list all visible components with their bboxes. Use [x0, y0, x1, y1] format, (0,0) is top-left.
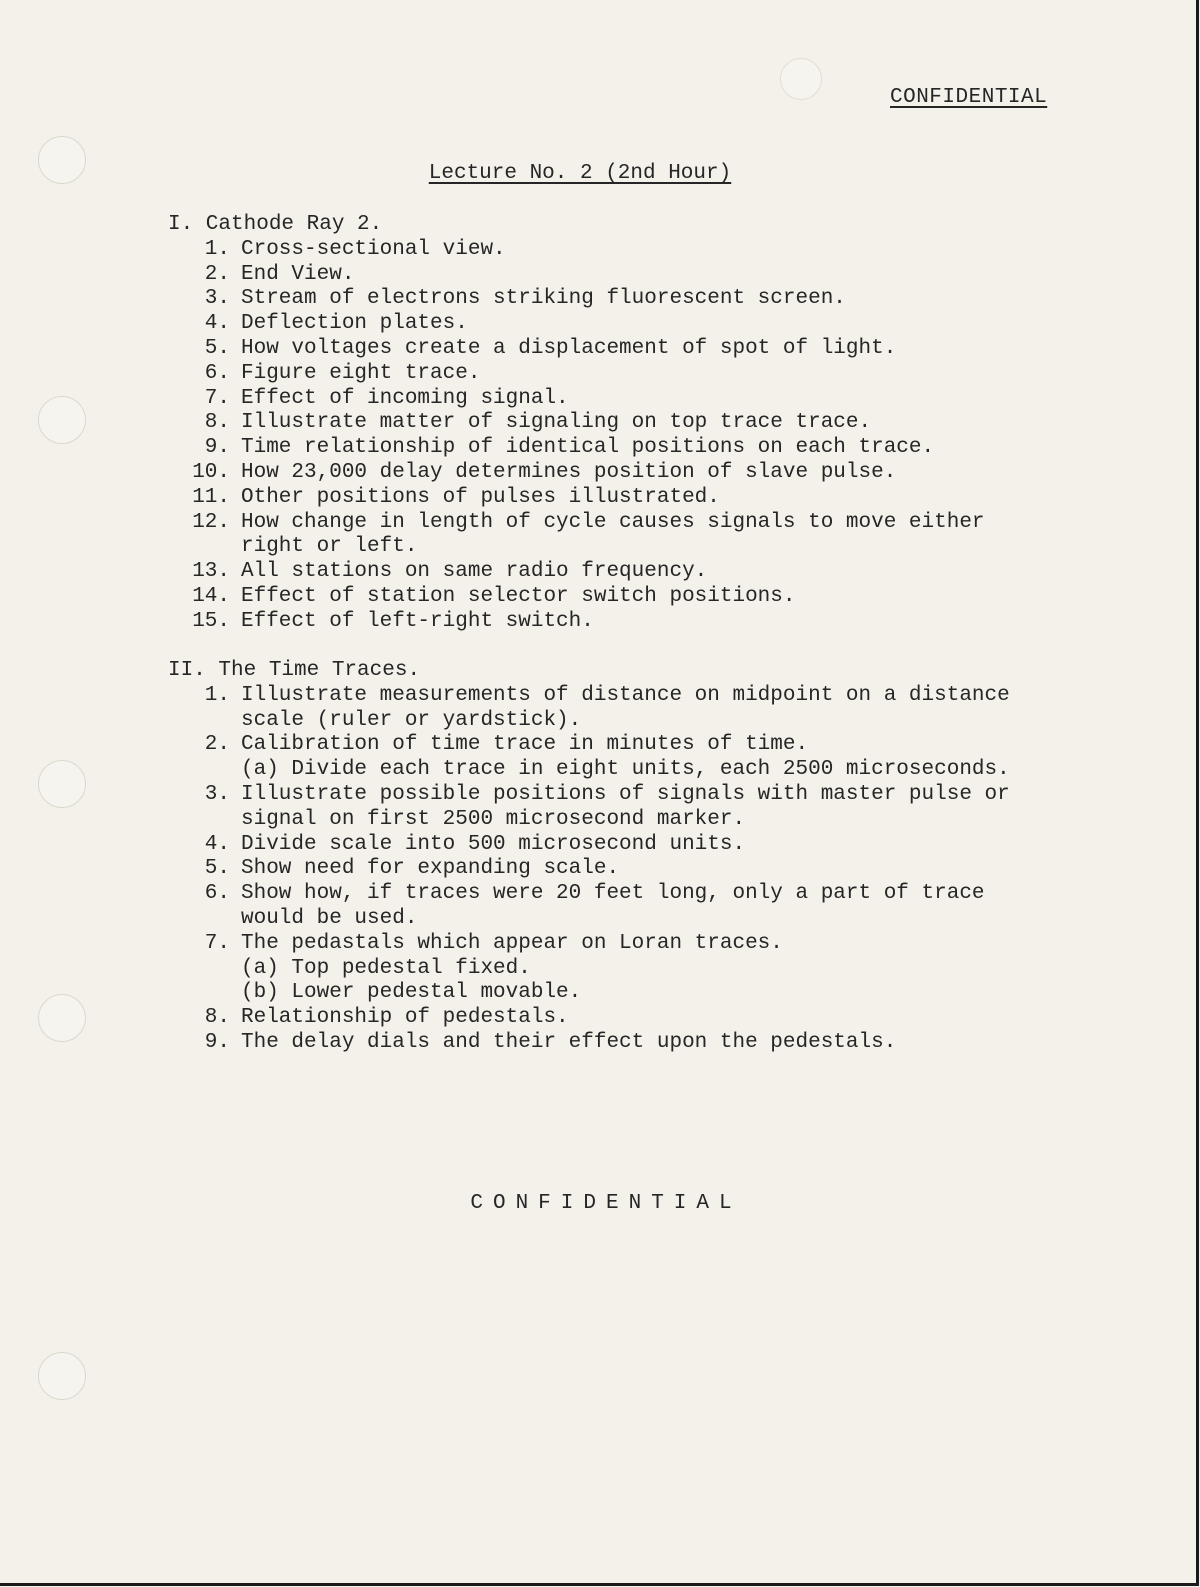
outline-item-number: 6. [204, 882, 230, 906]
outline-item-number: 3. [204, 287, 230, 311]
outline-item-text: right or left. [241, 535, 418, 559]
outline-item-number: 15. [192, 609, 230, 633]
outline-item-text: would be used. [241, 907, 418, 930]
footer-confidential: CONFIDENTIAL [470, 1192, 742, 1215]
outline-item-number: 3. [204, 783, 230, 806]
outline-item-text: How change in length of cycle causes signals to move either [241, 510, 985, 534]
outline-item-number: 9. [204, 436, 230, 460]
outline-item-text: Illustrate possible positions of signals with master pulse or [241, 783, 1010, 806]
outline-item-number: 2. [204, 262, 230, 286]
section-heading: I. Cathode Ray 2. [168, 213, 383, 236]
binder-hole-icon [780, 58, 822, 100]
outline-item-number: 5. [204, 337, 230, 360]
outline-item-number: 11. [192, 485, 230, 509]
outline-item-number: 4. [204, 312, 230, 336]
outline-item-text: Relationship of pedestals. [241, 1006, 569, 1030]
outline-item-text: Illustrate matter of signaling on top trace trace. [241, 411, 872, 435]
outline-item-number: 9. [204, 1031, 230, 1054]
outline-item-text: Stream of electrons striking fluorescent screen. [241, 287, 846, 311]
outline-item-number: 1. [204, 683, 230, 707]
outline-item-text: How 23,000 delay determines position of slave pulse. [241, 461, 897, 484]
outline-item-text: Show need for expanding scale. [241, 857, 620, 881]
outline-item-text: End View. [241, 262, 355, 286]
outline-item-number: 14. [192, 585, 230, 608]
outline-item-text: Show how, if traces were 20 feet long, only a part of trace [241, 882, 985, 906]
outline-item-text: (a) Divide each trace in eight units, each 2500 microseconds. [241, 758, 1010, 782]
binder-hole-icon [38, 760, 86, 808]
outline-item-text: Figure eight trace. [241, 361, 481, 385]
outline-item-number: 8. [204, 411, 230, 435]
outline-item-number: 6. [204, 361, 230, 385]
outline-item-text: signal on first 2500 microsecond marker. [241, 807, 746, 831]
outline-item-number: 7. [204, 386, 230, 410]
binder-hole-icon [38, 1352, 86, 1400]
outline-item-text: Calibration of time trace in minutes of time. [241, 733, 809, 757]
outline-item-text: Other positions of pulses illustrated. [241, 485, 720, 509]
outline-item-number: 13. [192, 560, 230, 584]
outline-item-number: 2. [204, 733, 230, 757]
outline-item-text: Effect of incoming signal. [241, 386, 569, 410]
outline-item-number: 5. [204, 857, 230, 881]
outline-item-number: 10. [192, 461, 230, 484]
outline-item-text: (b) Lower pedestal movable. [241, 981, 582, 1005]
outline-item-text: Divide scale into 500 microsecond units. [241, 832, 746, 856]
outline-item-text: The delay dials and their effect upon the pedestals. [241, 1031, 897, 1054]
outline-item-text: Illustrate measurements of distance on midpoint on a distance [241, 683, 1010, 707]
outline-item-text: Deflection plates. [241, 312, 468, 336]
lecture-title: Lecture No. 2 (2nd Hour) [428, 162, 732, 185]
outline-item-text: Cross-sectional view. [241, 237, 506, 261]
outline-item-number: 7. [204, 931, 230, 955]
header-confidential: CONFIDENTIAL [890, 86, 1048, 109]
outline-item-text: The pedastals which appear on Loran traces. [241, 931, 783, 955]
outline-item-text: Time relationship of identical positions on each trace. [241, 436, 935, 460]
outline-item-number: 4. [204, 832, 230, 856]
outline-item-text: (a) Top pedestal fixed. [241, 956, 531, 980]
outline-item-number: 12. [192, 510, 230, 534]
section-heading: II. The Time Traces. [168, 659, 421, 682]
binder-hole-icon [38, 396, 86, 444]
outline-item-text: Effect of left-right switch. [241, 609, 594, 633]
outline-item-text: Effect of station selector switch positions. [241, 585, 796, 608]
outline-item-text: How voltages create a displacement of spot of light. [241, 337, 897, 360]
outline-item-number: 1. [204, 237, 230, 261]
outline-item-text: All stations on same radio frequency. [241, 560, 708, 584]
outline-item-number: 8. [204, 1006, 230, 1030]
binder-hole-icon [38, 994, 86, 1042]
outline-item-text: scale (ruler or yardstick). [241, 708, 582, 732]
